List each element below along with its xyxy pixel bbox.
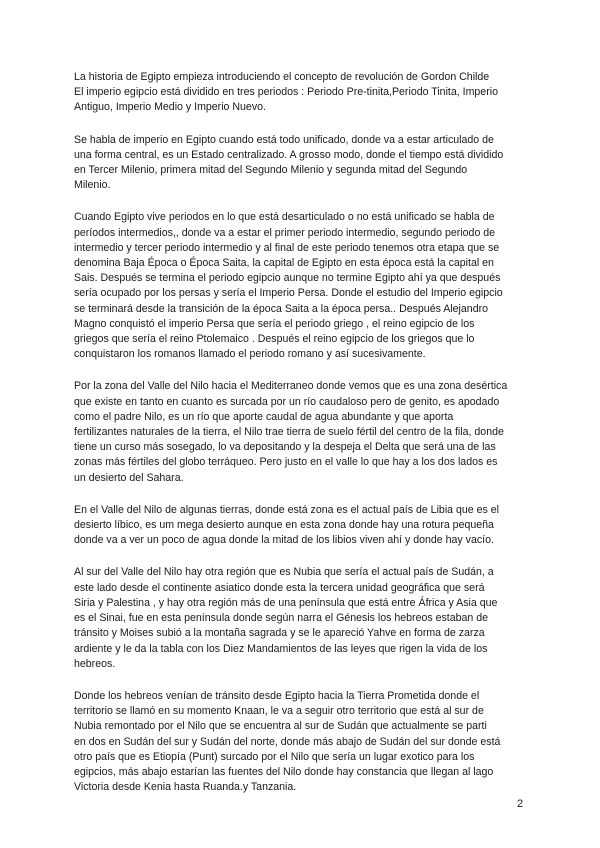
text-line: Victoria desde Kenia hasta Ruanda.y Tanzania. bbox=[74, 781, 297, 794]
text-line: fertilizantes naturales de la tierra, el Nilo trae tierra de suelo fértil del centro de la fila, donde bbox=[74, 426, 504, 439]
text-line: denomina Baja Época o Época Saita, la capital de Egipto en esta época está la capital en bbox=[74, 257, 494, 270]
text-line: conquistaron los romanos llamado el periodo romano y así sucesivamente. bbox=[74, 348, 426, 361]
text-line: que existe en tanto en cuanto es surcada por un río caudaloso pero de genito, es apodado bbox=[74, 395, 500, 408]
text-line: territorio se llamó en su momento Knaan, le va a seguir otro territorio que está al sur de bbox=[74, 705, 484, 718]
text-line: como el padre Nilo, es un río que aporte caudal de agua abundante y que aporta bbox=[74, 410, 454, 423]
text-line: hebreos. bbox=[74, 657, 116, 670]
text-line: tiene un curso más sosegado, lo va depositando y la despeja el Delta que será una de las bbox=[74, 441, 496, 454]
paragraph bbox=[74, 210, 532, 362]
text-line: se terminará desde la transición de la época Saita a la época persa.. Después Alejandro bbox=[74, 302, 488, 315]
paragraph bbox=[74, 379, 532, 485]
paragraph bbox=[74, 133, 532, 194]
text-line: Donde los hebreos venían de tránsito desde Egipto hacia la Tierra Prometida donde el bbox=[74, 689, 480, 702]
text-line: en Tercer Milenio, primera mitad del Segundo Milenio y segunda mitad del Segundo bbox=[74, 164, 468, 177]
text-line: Magno conquistó el imperio Persa que sería el periodo griego , el reino egipcio de los bbox=[74, 317, 475, 330]
text-line: otro país que es Etiopía (Punt) surcado por el Nilo que sería un lugar exotico para los bbox=[74, 750, 475, 763]
text-line: tránsito y Moises subió a la montaña sagrada y se le apareció Yahve en forma de zarza bbox=[74, 627, 485, 640]
page-number: 2 bbox=[517, 798, 524, 810]
paragraph bbox=[74, 70, 532, 116]
text-line: La historia de Egipto empieza introduciendo el concepto de revolución de Gordon Childe bbox=[74, 71, 490, 83]
text-line: griegos que sería el reino Ptolemaico . Después el reino egipcio de los griegos que lo bbox=[74, 333, 475, 346]
text-line: Cuando Egipto vive periodos en lo que está desarticulado o no está unificado se habla de bbox=[74, 211, 495, 224]
text-line: zonas más fértiles del globo terráqueo. Pero justo en el valle lo que hay a los dos lados es bbox=[74, 456, 498, 469]
text-line: El imperio egipcio está dividido en tres periodos : Periodo Pre-tinita,Periodo Tinita, Imperio bbox=[74, 86, 498, 99]
text-line: donde va a ver un poco de agua donde la mitad de los libios viven ahí y donde hay vacío. bbox=[74, 534, 494, 547]
text-line: Por la zona del Valle del Nilo hacia el Mediterraneo donde vemos que es una zona desértica bbox=[74, 380, 508, 393]
text-line: intermedio y tercer periodo intermedio y al final de este periodo tenemos otra etapa que se bbox=[74, 241, 500, 254]
text-line: este lado desde el continente asiatico donde esta la tercera unidad geográfica que será bbox=[74, 581, 485, 594]
text-line: es el Sinai, fue en esta península donde según narra el Génesis los hebreos estaban de bbox=[74, 612, 489, 625]
text-line: desierto líbico, es um mega desierto aunque en esta zona donde hay una rotura pequeña bbox=[74, 519, 494, 532]
text-line: En el Valle del Nilo de algunas tierras, donde está zona es el actual país de Libia que es el bbox=[74, 503, 500, 516]
text-line: Se habla de imperio en Egipto cuando está todo unificado, donde va a estar articulado de bbox=[74, 133, 494, 146]
body-text bbox=[74, 70, 532, 812]
text-line: Al sur del Valle del Nilo hay otra región que es Nubia que sería el actual país de Sudán, a bbox=[74, 566, 494, 579]
paragraph bbox=[74, 503, 532, 549]
text-line: en dos en Sudán del sur y Sudán del norte, donde más abajo de Sudán del sur donde está bbox=[74, 735, 501, 748]
text-line: Sais. Después se termina el periodo egipcio aunque no termine Egipto ahí ya que después bbox=[74, 272, 501, 285]
text-line: Siria y Palestina , y hay otra región más de una península que está entre África y Asia que bbox=[74, 596, 498, 609]
text-line: ardiente y le da la tabla con los Diez Mandamientos de las leyes que rigen la vida de los bbox=[74, 642, 488, 655]
paragraph bbox=[74, 689, 532, 795]
text-line: períodos intermedios,, donde va a estar el primer periodo intermedio, segundo periodo de bbox=[74, 226, 496, 239]
text-line: una forma central, es un Estado centralizado. A grosso modo, donde el tiempo está dividido bbox=[74, 148, 504, 161]
text-line: Milenio. bbox=[74, 179, 111, 192]
paragraph bbox=[74, 565, 532, 671]
text-line: Antiguo, Imperio Medio y Imperio Nuevo. bbox=[74, 101, 266, 114]
text-line: un desierto del Sahara. bbox=[74, 471, 184, 484]
text-line: sería ocupado por los persas y sería el Imperio Persa. Donde el estudio del Imperio egipcio bbox=[74, 287, 503, 300]
text-line: egipcios, más abajo estarían las fuentes del Nilo donde hay constancia que llegan al lago bbox=[74, 765, 494, 778]
text-line: Nubia remontado por el Nilo que se encuentra al sur de Sudán que actualmente se parti bbox=[74, 720, 487, 733]
